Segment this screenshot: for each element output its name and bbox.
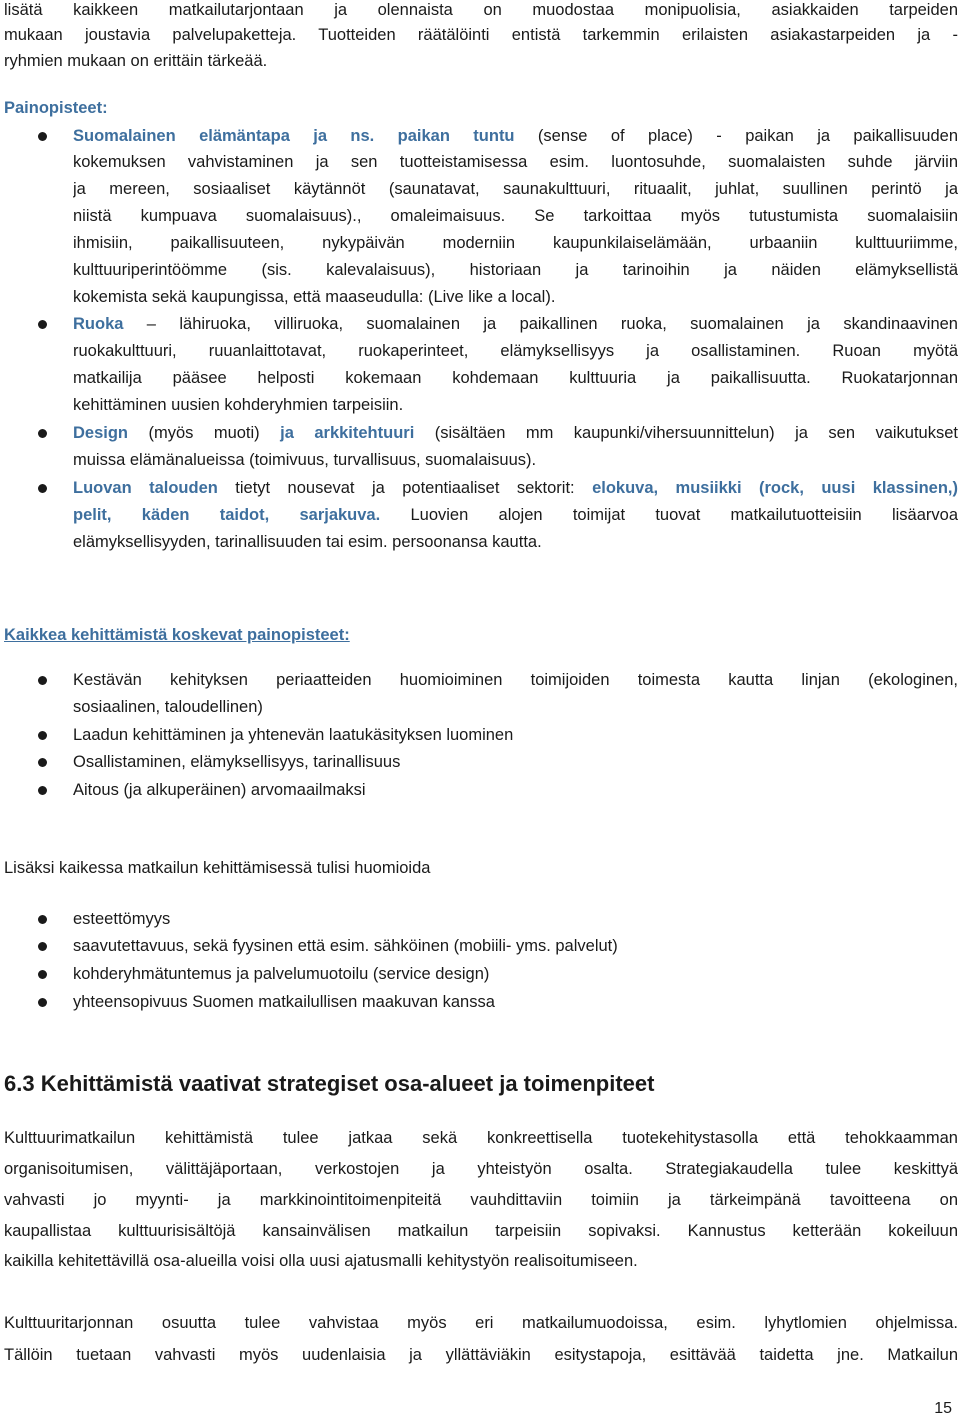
bullet-icon [38, 320, 47, 329]
painopiste-2-line-4: kehittäminen uusien kohderyhmien tarpeisiin. [73, 396, 404, 414]
painopiste-1-line-5: ihmisiin, paikallisuuteen, nykypäivän moderniin kaupunkilaiselämään, urbaaniin kulttuuriimme, [73, 234, 958, 252]
paragraph-2-line-1: Kulttuuritarjonnan osuutta tulee vahvistaa myös eri matkailumuodoissa, esim. lyhytlomien ohjelmissa. [4, 1314, 958, 1332]
painopiste-4-sectors: elokuva, musiikki (rock, uusi klassinen,) [592, 479, 958, 497]
section-number: 6.3 [4, 1071, 35, 1096]
painopiste-1-title: Suomalainen elämäntapa ja ns. paikan tuntu [73, 127, 515, 145]
painopiste-2-line-2: ruokakulttuuri, ruuanlaittotavat, ruokaperinteet, elämyksellisyys ja osallistaminen. Ruoan myötä [73, 342, 958, 360]
kaikkea-heading: Kaikkea kehittämistä koskevat painopisteet: [4, 626, 350, 644]
painopiste-3-title-a: Design [73, 424, 129, 442]
bullet-icon [38, 942, 47, 951]
painopiste-1-line-4: niistä kumpuava suomalaisuus)., omaleimaisuus. Se tarkoittaa myös tutustumista suomalaisiin [73, 207, 958, 225]
bullet-icon [38, 970, 47, 979]
painopisteet-heading: Painopisteet: [4, 99, 108, 117]
intro-line-3: ryhmien mukaan on erittäin tärkeää. [4, 52, 268, 70]
bullet-icon [38, 429, 47, 438]
painopiste-1-line-1 [73, 126, 958, 146]
bullet-icon [38, 998, 47, 1007]
bullet-icon [38, 731, 47, 740]
bullet-icon [38, 915, 47, 924]
painopiste-1-line-6: kulttuuriperintöömme (sis. kalevalaisuus), historiaan ja tarinoihin ja näiden elämyksellistä [73, 261, 958, 279]
painopiste-1-line-2: kokemuksen vahvistaminen ja sen tuotteistamisessa esim. luontosuhde, suomalaisten suhde järviin [73, 153, 958, 171]
bullet-icon [38, 676, 47, 685]
kaikkea-item-3: Osallistaminen, elämyksellisyys, tarinallisuus [73, 753, 401, 771]
intro-line-2: mukaan joustavia palvelupaketteja. Tuotteiden räätälöinti entistä tarkemmin erilaisten asiakastarpeiden ja - [4, 26, 958, 44]
painopiste-1-line-3: ja mereen, sosiaaliset käytännöt (saunatavat, saunakulttuuri, rituaalit, juhlat, suullinen perintö ja [73, 180, 958, 198]
painopiste-2-text: – lähiruoka, villiruoka, suomalainen ja paikallinen ruoka, suomalainen ja skandinaavinen [123, 315, 958, 333]
painopiste-3-title-b: ja arkkitehtuuri [280, 424, 415, 442]
bullet-icon [38, 758, 47, 767]
kaikkea-item-4: Aitous (ja alkuperäinen) arvomaailmaksi [73, 781, 366, 799]
painopiste-2-line-1 [73, 314, 958, 334]
painopiste-3-line-2: muissa elämänalueissa (toimivuus, turvallisuus, suomalaisuus). [73, 451, 537, 469]
kaikkea-item-2: Laadun kehittäminen ja yhtenevän laatukäsityksen luominen [73, 726, 514, 744]
intro-line-1: lisätä kaikkeen matkailutarjontaan ja olennaista on muodostaa monipuolisia, asiakkaiden tarpeiden [4, 1, 958, 19]
bullet-icon [38, 132, 47, 141]
paragraph-1-line-3: vahvasti jo myynti- ja markkinointitoimenpiteitä vauhdittaviin toimiin ja tärkeimpänä tavoitteena on [4, 1191, 958, 1209]
paragraph-1-line-1: Kulttuurimatkailun kehittämistä tulee jatkaa sekä konkreettisella tuotekehitystasolla että tehokkaamman [4, 1129, 958, 1147]
painopiste-4-title: Luovan talouden [73, 479, 218, 497]
painopiste-4-line-3: elämyksellisyyden, tarinallisuuden tai esim. persoonansa kautta. [73, 533, 542, 551]
painopiste-4-line-1 [73, 478, 958, 498]
bullet-icon [38, 786, 47, 795]
painopiste-3-text-b: (sisältäen mm kaupunki/vihersuunnittelun) ja sen vaikutukset [414, 424, 958, 442]
section-title: Kehittämistä vaativat strategiset osa-alueet ja toimenpiteet [34, 1071, 655, 1096]
paragraph-1-line-2: organisoitumisen, välittäjäportaan, verkostojen ja yhteistyön osalta. Strategiakaudella tulee keskittyä [4, 1160, 958, 1178]
bullet-icon [38, 484, 47, 493]
paragraph-1-line-5: kaikilla kehitettävillä osa-alueilla voisi olla uusi ajatusmalli kehitystyön realisoitumiseen. [4, 1252, 638, 1270]
kaikkea-item-1-line-2: sosiaalinen, taloudellinen) [73, 698, 263, 716]
painopiste-1-text: (sense of place) - paikan ja paikallisuuden [514, 127, 958, 145]
painopiste-4-text-a: tietyt nousevat ja potentiaaliset sektorit: [217, 479, 593, 497]
paragraph-2-line-2: Tällöin tuetaan vahvasti myös uudenlaisia ja yllättäviäkin esitystapoja, esittävää taidetta jne. Matkailun [4, 1346, 958, 1364]
painopiste-2-title: Ruoka [73, 315, 124, 333]
paragraph-1-line-4: kaupallistaa kulttuurisisältöjä kansainvälisen matkailun tarpeisiin sopivaksi. Kannustus ketterään kokeiluun [4, 1222, 958, 1240]
painopiste-3-text-a: (myös muoti) [128, 424, 281, 442]
painopiste-2-line-3: matkailija pääsee helposti kokemaan kohdemaan kulttuuria ja paikallisuutta. Ruokatarjonnan [73, 369, 958, 387]
lisaksi-item-4: yhteensopivuus Suomen matkailullisen maakuvan kanssa [73, 993, 495, 1011]
painopiste-1-line-7: kokemista sekä kaupungissa, että maaseudulla: (Live like a local). [73, 288, 556, 306]
section-heading [4, 1070, 654, 1098]
page-number: 15 [934, 1400, 952, 1417]
lisaksi-item-2: saavutettavuus, sekä fyysinen että esim. sähköinen (mobiili- yms. palvelut) [73, 937, 618, 955]
painopiste-4-line-2 [73, 505, 958, 525]
painopiste-4-sectors-cont: pelit, käden taidot, sarjakuva. [73, 506, 381, 524]
painopiste-3-line-1 [73, 423, 958, 443]
lisaksi-intro: Lisäksi kaikessa matkailun kehittämisessä tulisi huomioida [4, 859, 431, 877]
kaikkea-item-1-line-1: Kestävän kehityksen periaatteiden huomioiminen toimijoiden toimesta kautta linjan (ekologinen, [73, 671, 958, 689]
lisaksi-item-1: esteettömyys [73, 910, 171, 928]
lisaksi-item-3: kohderyhmätuntemus ja palvelumuotoilu (service design) [73, 965, 490, 983]
painopiste-4-text-b: Luovien alojen toimijat tuovat matkailutuotteisiin lisäarvoa [380, 506, 958, 524]
